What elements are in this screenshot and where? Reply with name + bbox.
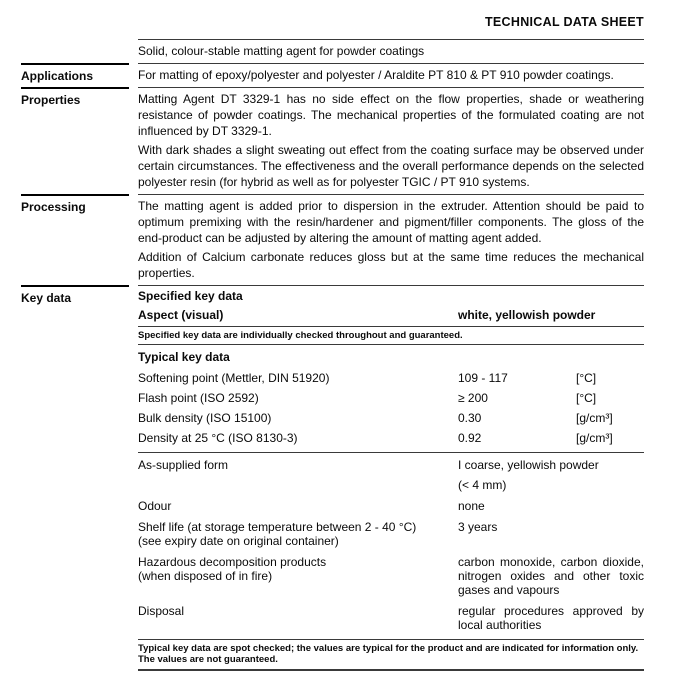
property-name <box>138 520 458 548</box>
intro-text: Solid, colour-stable matting agent for powder coatings <box>138 44 425 58</box>
measurement-unit: [g/cm³] <box>576 411 613 425</box>
measurement-name: Flash point (ISO 2592) <box>138 391 259 405</box>
property-name-line: Hazardous decomposition products <box>138 555 327 569</box>
doc-title: TECHNICAL DATA SHEET <box>484 15 644 29</box>
property-name-line: Shelf life (at storage temperature between 2 - 40 °C) <box>138 520 417 534</box>
intro-content <box>138 39 644 63</box>
property-name <box>138 458 458 492</box>
section-key-data <box>21 285 644 671</box>
section-content-applications <box>138 63 644 87</box>
section-content-processing <box>138 194 644 285</box>
property-row-hazardous-decomposition <box>138 555 644 597</box>
property-name-line: Odour <box>138 499 172 513</box>
measurement-row-density <box>138 431 644 445</box>
aspect-name: Aspect (visual) <box>138 308 224 322</box>
measurement-unit: [°C] <box>576 371 597 385</box>
measurement-value: 0.30 <box>458 411 482 425</box>
property-row-disposal <box>138 604 644 632</box>
property-value <box>458 499 644 513</box>
property-name-line: Disposal <box>138 604 185 618</box>
property-value-line: I coarse, yellowish powder <box>458 458 599 472</box>
section-paragraph: With dark shades a slight sweating out effect from the coating surface may be observed under certain circumstances. The effectiveness and the overall performance depends on the selected polyester resin (for hybrid as well as for polyester TGIC / PT 910 systems. <box>138 143 644 189</box>
intro-label-spacer <box>21 39 129 63</box>
property-value-line: none <box>458 499 485 513</box>
keydata-heading-specified: Specified key data <box>138 289 243 303</box>
measurement-value: 109 - 117 <box>458 371 508 385</box>
aspect-row <box>138 308 644 327</box>
key-data-content <box>138 285 644 671</box>
property-name-line: (see expiry date on original container) <box>138 534 339 548</box>
measurement-name: Density at 25 °C (ISO 8130-3) <box>138 431 298 445</box>
section-label-properties: Properties <box>21 87 129 194</box>
measurement-value: 0.92 <box>458 431 482 445</box>
measurement-unit: [°C] <box>576 391 597 405</box>
property-value <box>458 555 644 597</box>
aspect-value: white, yellowish powder <box>458 308 596 322</box>
typical-note: Typical key data are spot checked; the values are typical for the product and are indicated for information only. The values are not guaranteed. <box>138 643 639 665</box>
typical-note-footer <box>138 639 644 671</box>
keydata-heading-typical: Typical key data <box>138 350 230 364</box>
section-paragraph: Addition of Calcium carbonate reduces gloss but at the same time reduces the mechanical properties. <box>138 250 644 280</box>
property-row-as-supplied-form <box>138 458 644 492</box>
section-paragraph: For matting of epoxy/polyester and polyester / Araldite PT 810 & PT 910 powder coatings. <box>138 68 614 82</box>
property-value-line: 3 years <box>458 520 498 534</box>
measurement-table <box>138 371 644 453</box>
property-value <box>458 604 644 632</box>
section-label-processing: Processing <box>21 194 129 285</box>
section-properties <box>21 87 644 194</box>
measurement-unit: [g/cm³] <box>576 431 613 445</box>
property-name <box>138 604 458 632</box>
section-label-key-data: Key data <box>21 285 129 671</box>
property-value-line: regular procedures approved by local authorities <box>458 604 644 632</box>
section-processing <box>21 194 644 285</box>
measurement-row-bulk-density <box>138 411 644 425</box>
property-value <box>458 458 644 492</box>
property-name <box>138 499 458 513</box>
property-row-shelf-life <box>138 520 644 548</box>
property-value <box>458 520 644 548</box>
property-name-line: (when disposed of in fire) <box>138 569 273 583</box>
section-paragraph: The matting agent is added prior to dispersion in the extruder. Attention should be paid to optimum premixing with the resin/hardener and pigment/filler components. The gloss of the end-product can be adjusted by altering the amount of matting agent added. <box>138 199 644 245</box>
section-paragraph: Matting Agent DT 3329-1 has no side effect on the flow properties, shade or weathering resistance of powder coatings. The mechanical properties of the formulated coating are not influenced by DT 3329-1. <box>138 92 644 138</box>
measurement-row-softening-point <box>138 371 644 385</box>
property-value-line: (< 4 mm) <box>458 478 507 492</box>
measurement-value: ≥ 200 <box>458 391 488 405</box>
section-content-properties <box>138 87 644 194</box>
specified-note: Specified key data are individually checked throughout and guaranteed. <box>138 327 644 345</box>
property-name <box>138 555 458 597</box>
property-name-line: As-supplied form <box>138 458 229 472</box>
section-applications <box>21 63 644 87</box>
measurement-row-flash-point <box>138 391 644 405</box>
measurement-name: Bulk density (ISO 15100) <box>138 411 272 425</box>
measurement-name: Softening point (Mettler, DIN 51920) <box>138 371 330 385</box>
section-label-applications: Applications <box>21 63 129 87</box>
property-row-odour <box>138 499 644 513</box>
property-value-line: carbon monoxide, carbon dioxide, nitrogen oxides and other toxic gases and vapours <box>458 555 644 597</box>
intro-row <box>21 39 644 63</box>
